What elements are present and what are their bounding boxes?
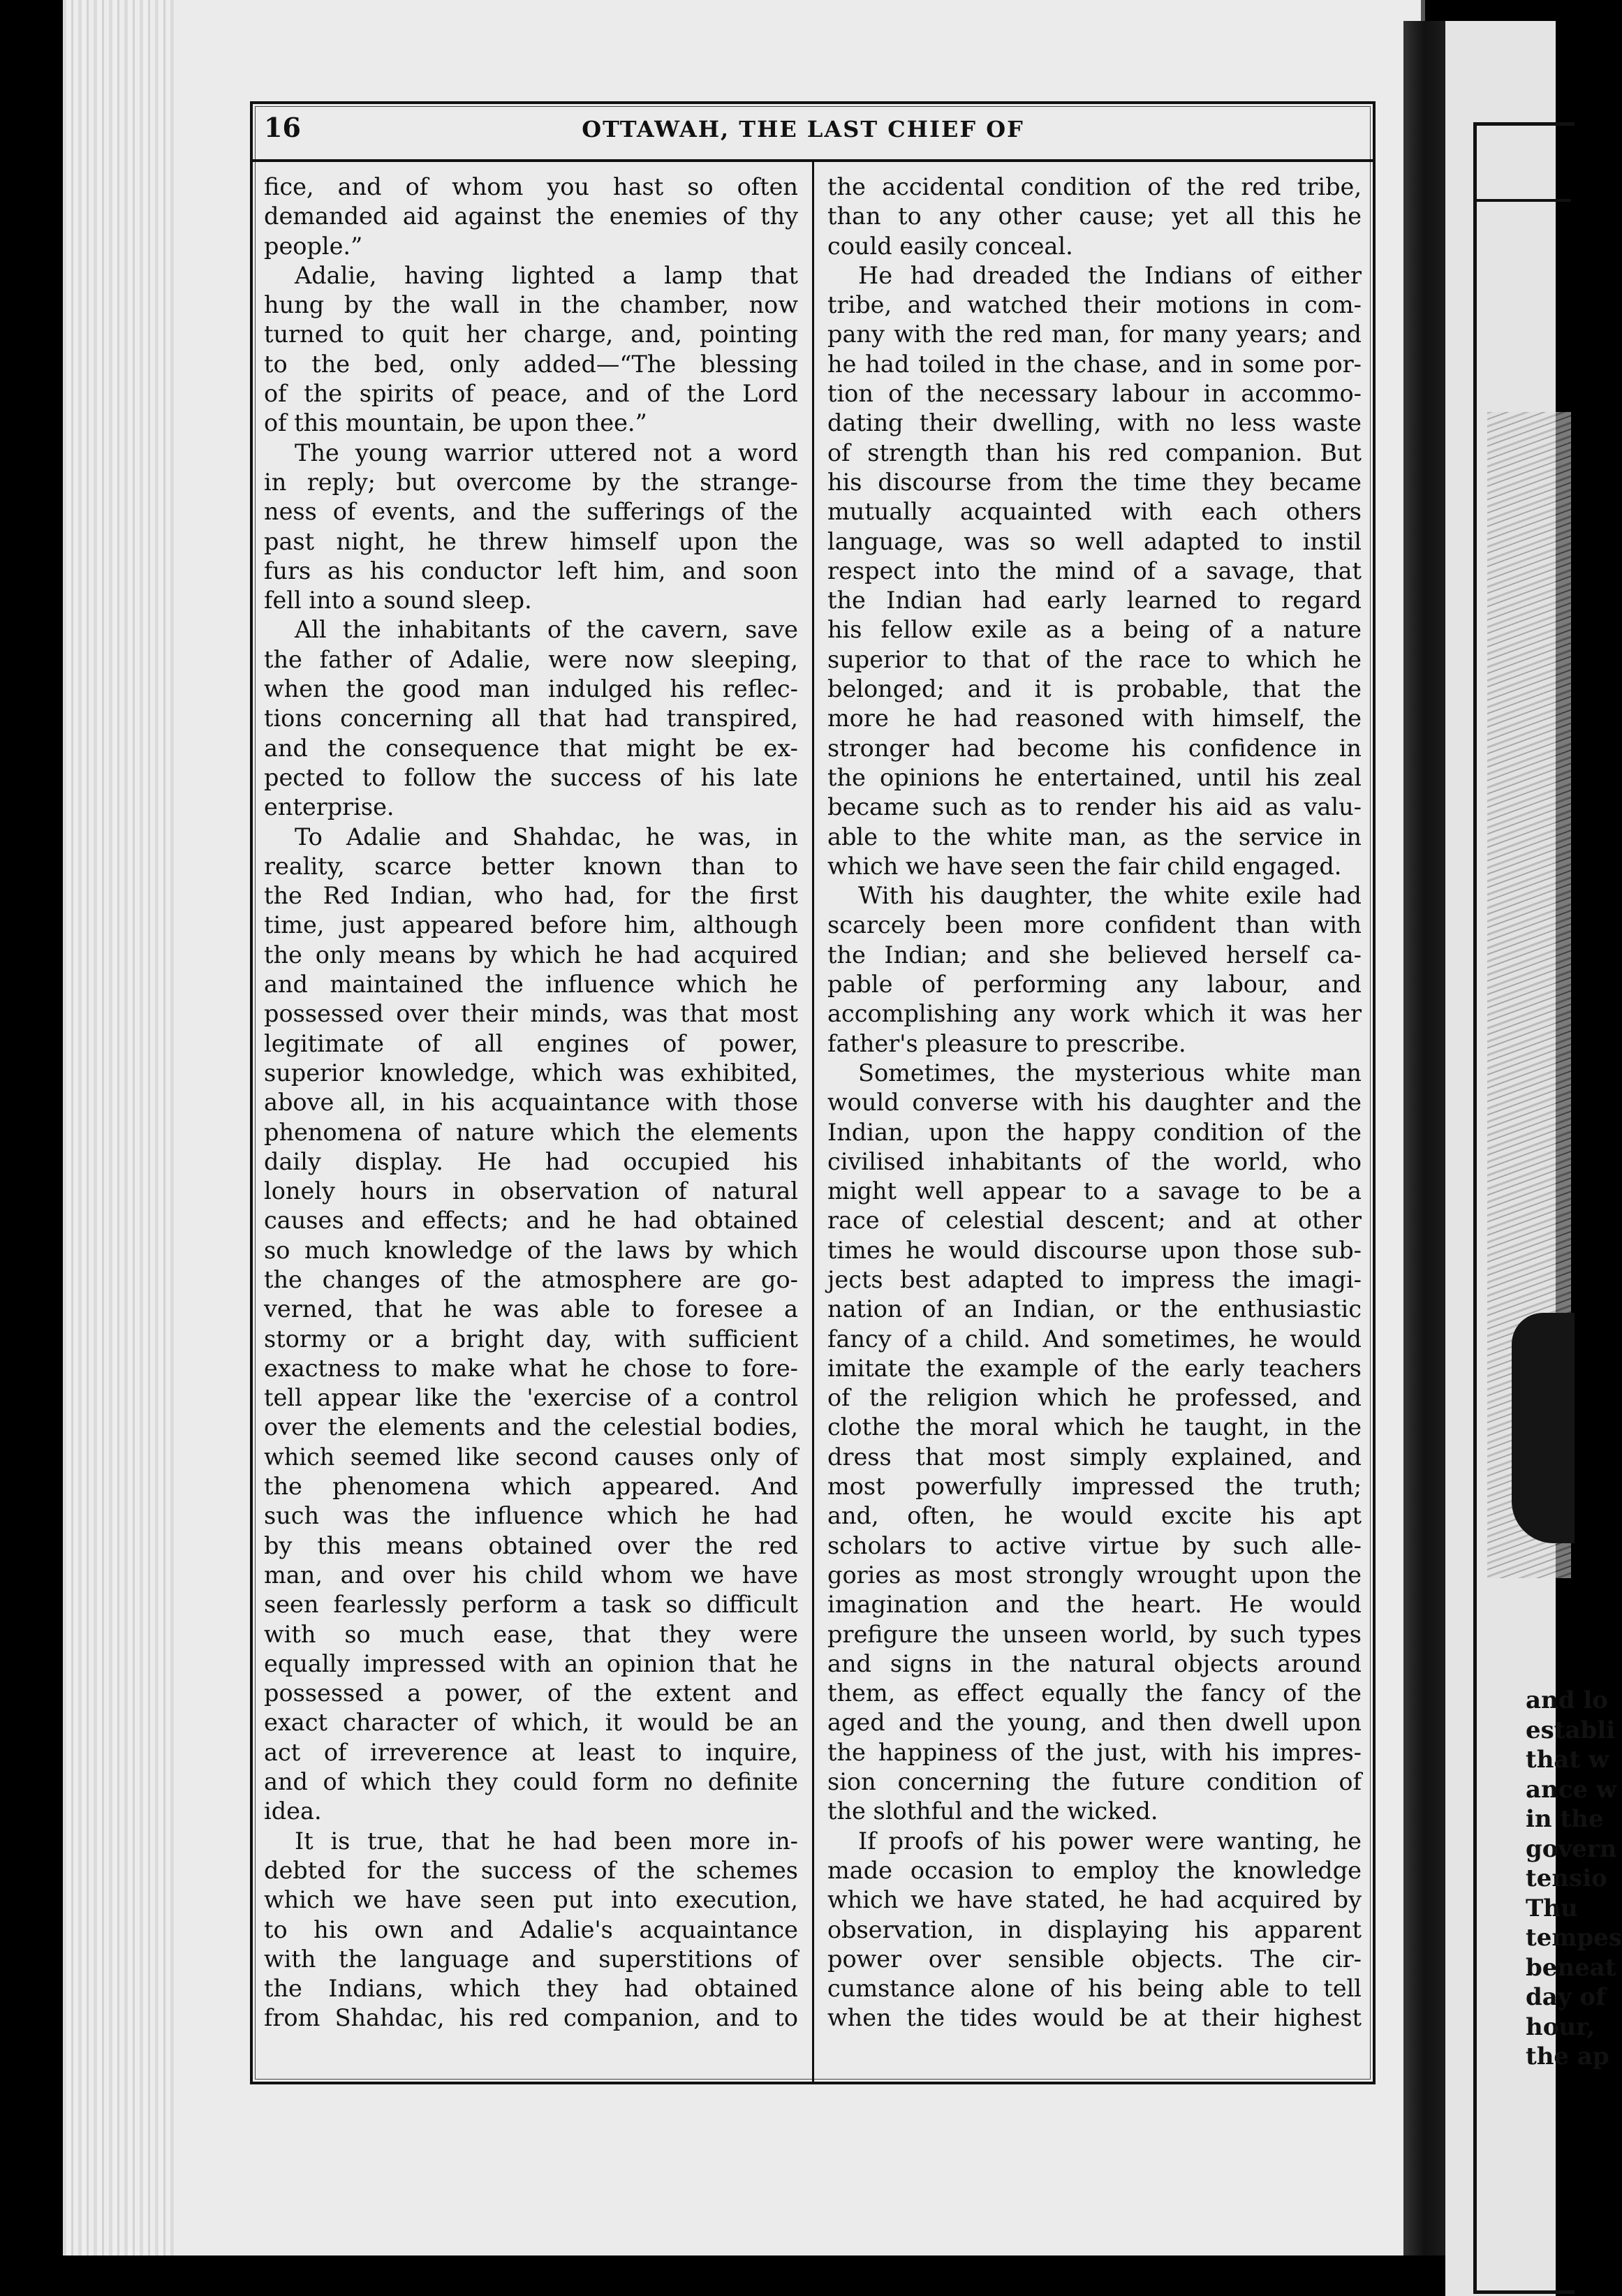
text-line: verned, that he was able to foresee a xyxy=(264,1295,798,1323)
text-line: race of celestial descent; and at other xyxy=(827,1207,1362,1235)
right-column xyxy=(827,172,1362,2033)
facing-page-text-fragment: day of xyxy=(1526,1983,1606,2011)
text-line: the changes of the atmosphere are go- xyxy=(264,1265,798,1293)
running-head: OTTAWAH, THE LAST CHIEF OF xyxy=(582,116,1024,142)
text-line: imagination and the heart. He would xyxy=(827,1591,1362,1619)
facing-page-text-fragment: govern xyxy=(1526,1834,1617,1863)
text-line: with so much ease, that they were xyxy=(264,1620,798,1648)
facing-page-text-fragment: hour, xyxy=(1526,2012,1595,2041)
text-line: Adalie, having lighted a lamp that xyxy=(295,261,798,289)
text-line: seen fearlessly perform a task so difficult xyxy=(264,1591,798,1619)
text-line: cumstance alone of his being able to tell xyxy=(827,1975,1362,2003)
text-line: belonged; and it is probable, that the xyxy=(827,675,1362,703)
text-line: and, often, he would excite his apt xyxy=(827,1502,1362,1530)
text-line: more he had reasoned with himself, the xyxy=(827,705,1362,733)
text-line: lonely hours in observation of natural xyxy=(264,1177,798,1205)
scan-left-margin xyxy=(0,0,63,2296)
text-line: to his own and Adalie's acquaintance xyxy=(264,1915,798,1943)
text-line: idea. xyxy=(264,1797,322,1825)
text-line: which we have stated, he had acquired by xyxy=(827,1886,1362,1914)
text-line: of this mountain, be upon thee.” xyxy=(264,409,647,437)
text-line: exact character of which, it would be an xyxy=(264,1709,798,1737)
text-line: in reply; but overcome by the strange- xyxy=(264,468,798,496)
facing-page-header-rule xyxy=(1473,199,1571,202)
text-line: man, and over his child whom we have xyxy=(264,1561,798,1589)
text-line: tion of the necessary labour in accommo- xyxy=(827,380,1362,408)
text-line: superior to that of the race to which he xyxy=(827,645,1362,673)
column-divider xyxy=(812,162,814,2082)
text-line: the Red Indian, who had, for the first xyxy=(264,882,798,910)
text-line: phenomena of nature which the elements xyxy=(264,1118,798,1146)
text-line: aged and the young, and then dwell upon xyxy=(827,1709,1362,1737)
text-line: pany with the red man, for many years; and xyxy=(827,321,1362,348)
text-line: his discourse from the time they became xyxy=(827,468,1362,496)
text-line: legitimate of all engines of power, xyxy=(264,1029,798,1057)
text-line: the Indians, which they had obtained xyxy=(264,1975,798,2003)
text-line: scholars to active virtue by such alle- xyxy=(827,1531,1362,1559)
text-line: the father of Adalie, were now sleeping, xyxy=(264,645,798,673)
text-line: the slothful and the wicked. xyxy=(827,1797,1158,1825)
text-line: his fellow exile as a being of a nature xyxy=(827,616,1362,644)
text-line: and maintained the influence which he xyxy=(264,971,798,999)
text-line: The young warrior uttered not a word xyxy=(295,439,798,466)
text-line: hung by the wall in the chamber, now xyxy=(264,291,798,319)
facing-page-text-fragment: and lo xyxy=(1526,1686,1608,1714)
text-line: gories as most strongly wrought upon the xyxy=(827,1561,1362,1589)
facing-page xyxy=(1445,21,1622,2296)
text-line: when the good man indulged his reflec- xyxy=(264,675,798,703)
text-line: the opinions he entertained, until his zeal xyxy=(827,763,1362,791)
text-line: fancy of a child. And sometimes, he would xyxy=(827,1325,1362,1353)
text-line: became such as to render his aid as valu- xyxy=(827,793,1362,821)
text-line: the happiness of the just, with his impres- xyxy=(827,1738,1362,1766)
text-line: than to any other cause; yet all this he xyxy=(827,203,1362,230)
text-line: which seemed like second causes only of xyxy=(264,1443,798,1471)
text-line: jects best adapted to impress the imagi- xyxy=(827,1265,1362,1293)
text-line: reality, scarce better known than to xyxy=(264,852,798,880)
text-line: fell into a sound sleep. xyxy=(264,587,532,615)
text-line: furs as his conductor left him, and soon xyxy=(264,557,798,584)
text-line: imitate the example of the early teachers xyxy=(827,1354,1362,1382)
left-column xyxy=(264,172,798,2033)
text-line: could easily conceal. xyxy=(827,232,1073,260)
text-line: Sometimes, the mysterious white man xyxy=(858,1059,1362,1087)
text-line: of the spirits of peace, and of the Lord xyxy=(264,380,798,408)
text-line: them, as effect equally the fancy of the xyxy=(827,1679,1362,1707)
facing-page-illustration-figure xyxy=(1512,1313,1575,1543)
text-line: enterprise. xyxy=(264,793,395,821)
text-line: accomplishing any work which it was her xyxy=(827,1000,1362,1028)
text-line: fice, and of whom you hast so often xyxy=(264,173,798,200)
text-line: of the religion which he professed, and xyxy=(827,1384,1362,1412)
text-line: causes and effects; and he had obtained xyxy=(264,1207,798,1235)
text-line: scarcely been more confident than with xyxy=(827,911,1362,939)
text-line: prefigure the unseen world, by such types xyxy=(827,1620,1362,1648)
text-line: demanded aid against the enemies of thy xyxy=(264,203,798,230)
text-line: times he would discourse upon those sub- xyxy=(827,1236,1362,1264)
text-line: tribe, and watched their motions in com- xyxy=(827,291,1362,319)
text-line: of strength than his red companion. But xyxy=(827,439,1362,466)
text-line: tell appear like the 'exercise of a control xyxy=(264,1384,798,1412)
text-line: most powerfully impressed the truth; xyxy=(827,1473,1362,1501)
text-line: pected to follow the success of his late xyxy=(264,763,798,791)
facing-page-text-fragment: beneat xyxy=(1526,1953,1616,1982)
text-line: with the language and superstitions of xyxy=(264,1945,798,1973)
text-line: which we have seen put into execution, xyxy=(264,1886,798,1914)
text-line: nation of an Indian, or the enthusiastic xyxy=(827,1295,1362,1323)
text-line: observation, in displaying his apparent xyxy=(827,1915,1362,1943)
facing-page-text-fragment: tempes xyxy=(1526,1924,1622,1952)
text-line: father's pleasure to prescribe. xyxy=(827,1029,1186,1057)
text-line: the only means by which he had acquired xyxy=(264,941,798,969)
text-line: equally impressed with an opinion that he xyxy=(264,1649,798,1677)
text-line: possessed over their minds, was that most xyxy=(264,1000,798,1028)
text-line: respect into the mind of a savage, that xyxy=(827,557,1362,584)
text-line: stronger had become his confidence in xyxy=(827,734,1362,762)
facing-page-text-fragment: ance w xyxy=(1526,1775,1617,1804)
text-line: debted for the success of the schemes xyxy=(264,1856,798,1884)
text-line: such was the influence which he had xyxy=(264,1502,798,1530)
text-line: mutually acquainted with each others xyxy=(827,498,1362,526)
facing-page-text-fragment: tensio xyxy=(1526,1864,1607,1892)
text-line: over the elements and the celestial bodies, xyxy=(264,1413,798,1441)
text-line: possessed a power, of the extent and xyxy=(264,1679,798,1707)
text-line: All the inhabitants of the cavern, save xyxy=(295,616,798,644)
text-line: pable of performing any labour, and xyxy=(827,971,1362,999)
text-line: If proofs of his power were wanting, he xyxy=(858,1827,1362,1855)
text-line: sion concerning the future condition of xyxy=(827,1768,1362,1796)
text-line: dating their dwelling, with no less waste xyxy=(827,409,1362,437)
text-line: might well appear to a savage to be a xyxy=(827,1177,1362,1205)
facing-page-text-fragment: Thu xyxy=(1526,1894,1578,1922)
text-line: able to the white man, as the service in xyxy=(827,823,1362,851)
page-edge-lines xyxy=(63,0,175,2255)
text-line: the phenomena which appeared. And xyxy=(264,1473,798,1501)
text-line: people.” xyxy=(264,232,363,260)
text-line: tions concerning all that had transpired, xyxy=(264,705,798,733)
facing-page-text-fragment: establi xyxy=(1526,1716,1616,1744)
text-line: so much knowledge of the laws by which xyxy=(264,1236,798,1264)
text-line: and of which they could form no definite xyxy=(264,1768,798,1796)
text-line: and the consequence that might be ex- xyxy=(264,734,798,762)
text-line: and signs in the natural objects around xyxy=(827,1649,1362,1677)
text-line: Indian, upon the happy condition of the xyxy=(827,1118,1362,1146)
facing-page-text-fragment: in the xyxy=(1526,1805,1604,1833)
text-line: It is true, that he had been more in- xyxy=(295,1827,798,1855)
text-line: from Shahdac, his red companion, and to xyxy=(264,2004,798,2032)
text-line: With his daughter, the white exile had xyxy=(858,882,1362,910)
facing-page-text xyxy=(1526,1686,1622,2072)
text-line: he had toiled in the chase, and in some por- xyxy=(827,350,1362,378)
text-line: by this means obtained over the red xyxy=(264,1531,798,1559)
text-line: the accidental condition of the red tribe, xyxy=(827,173,1362,200)
text-line: past night, he threw himself upon the xyxy=(264,527,798,555)
text-line: To Adalie and Shahdac, he was, in xyxy=(295,823,798,851)
text-line: daily display. He had occupied his xyxy=(264,1147,798,1175)
text-line: He had dreaded the Indians of either xyxy=(858,261,1362,289)
facing-page-text-fragment: that w xyxy=(1526,1746,1609,1774)
text-line: when the tides would be at their highest xyxy=(827,2004,1362,2032)
text-line: ness of events, and the sufferings of the xyxy=(264,498,798,526)
text-line: language, was so well adapted to instil xyxy=(827,527,1362,555)
text-line: to the bed, only added—“The blessing xyxy=(264,350,798,378)
text-line: turned to quit her charge, and, pointing xyxy=(264,321,798,348)
text-line: power over sensible objects. The cir- xyxy=(827,1945,1362,1973)
text-line: made occasion to employ the knowledge xyxy=(827,1856,1362,1884)
text-line: above all, in his acquaintance with those xyxy=(264,1089,798,1117)
text-line: superior knowledge, which was exhibited, xyxy=(264,1059,798,1087)
text-line: exactness to make what he chose to fore- xyxy=(264,1354,798,1382)
text-line: act of irreverence at least to inquire, xyxy=(264,1738,798,1766)
facing-page-text-fragment: the ap xyxy=(1526,2043,1609,2070)
text-line: would converse with his daughter and the xyxy=(827,1089,1362,1117)
text-line: time, just appeared before him, although xyxy=(264,911,798,939)
page-number: 16 xyxy=(264,112,301,143)
text-line: the Indian had early learned to regard xyxy=(827,587,1362,615)
text-line: clothe the moral which he taught, in the xyxy=(827,1413,1362,1441)
text-line: dress that most simply explained, and xyxy=(827,1443,1362,1471)
text-line: the Indian; and she believed herself ca- xyxy=(827,941,1362,969)
text-line: civilised inhabitants of the world, who xyxy=(827,1147,1362,1175)
text-line: stormy or a bright day, with sufficient xyxy=(264,1325,798,1353)
text-line: which we have seen the fair child engaged. xyxy=(827,852,1342,880)
